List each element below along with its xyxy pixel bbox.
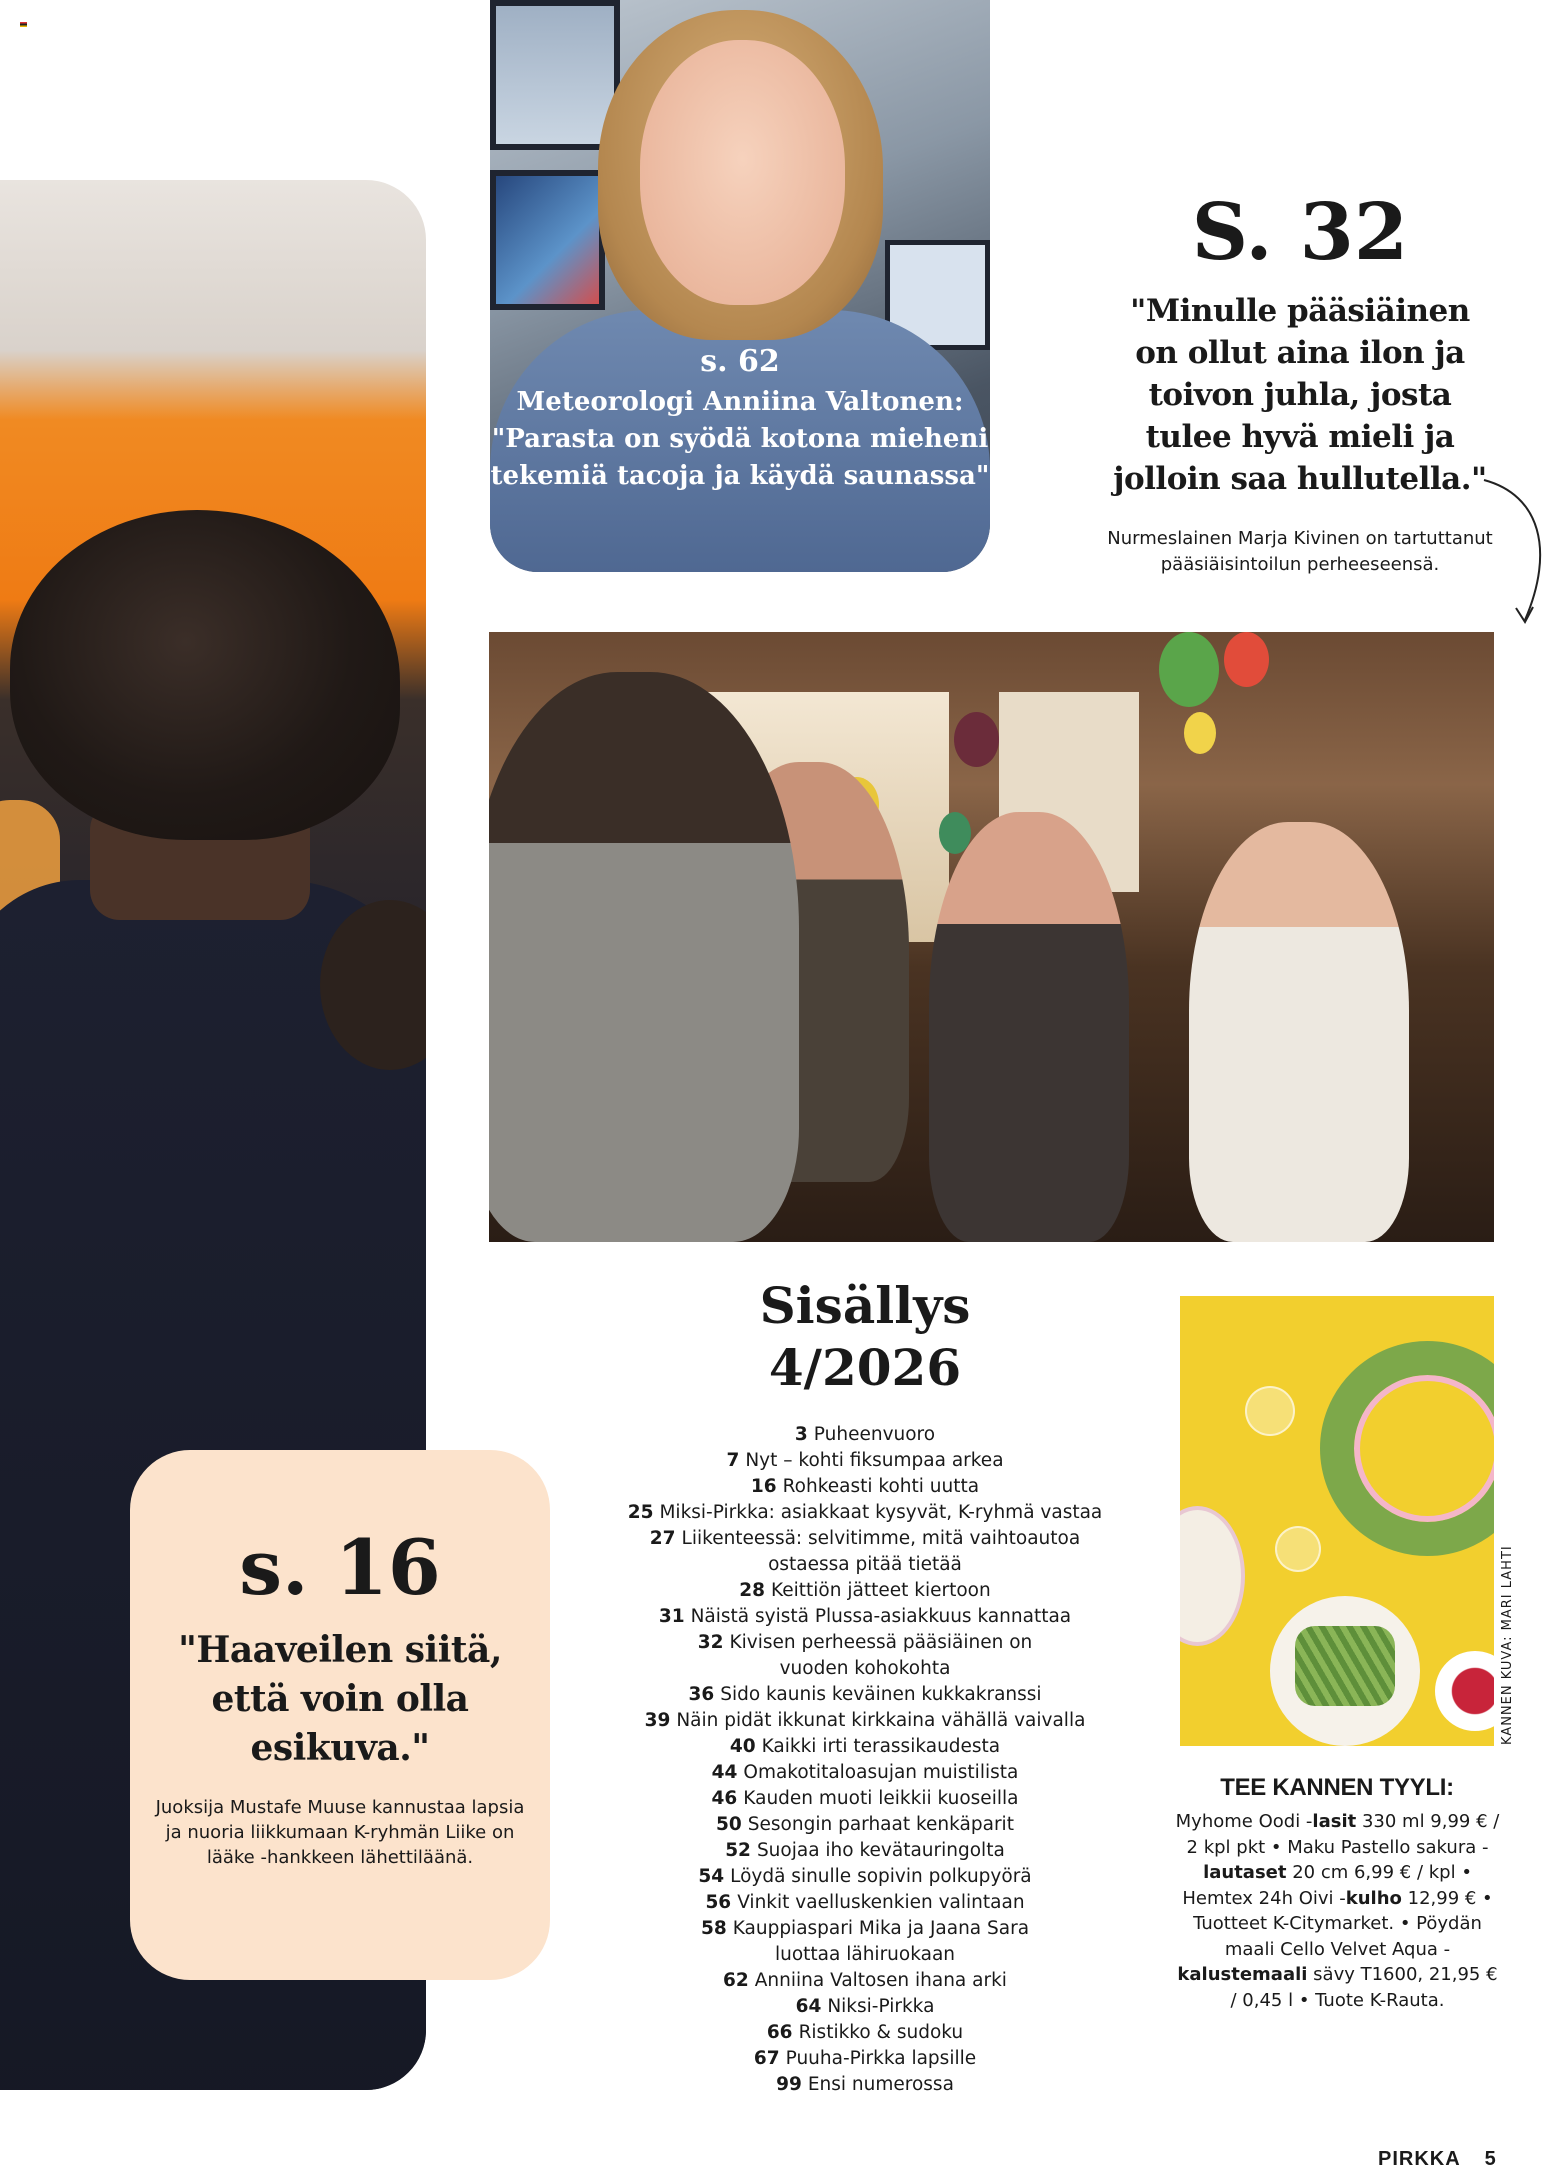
toc-item[interactable]: [595, 1812, 1135, 1838]
cover-style-heading: TEE KANNEN TYYLI:: [1220, 1774, 1454, 1801]
toc-item[interactable]: [595, 1474, 1135, 1500]
photo-asparagus: [1295, 1626, 1395, 1706]
toc-item-title: Näin pidät ikkunat kirkkaina vähällä vaivalla: [676, 1710, 1086, 1731]
toc-title-main: Sisällys: [759, 1276, 971, 1335]
photo-face: [640, 40, 845, 305]
toc-item[interactable]: [595, 1864, 1135, 1890]
photo-weather-map: [490, 170, 605, 310]
cover-photo-credit: KANNEN KUVA: MARI LAHTI: [1500, 1545, 1515, 1745]
toc-item-title: Vinkit vaelluskenkien valintaan: [737, 1892, 1025, 1913]
teaser-description: Juoksija Mustafe Muuse kannustaa lapsia ja nuoria liikkumaan K-ryhmän Liike on lääke -hankkeen lähettiläänä.: [155, 1797, 525, 1868]
caption-quote: Meteorologi Anniina Valtonen: "Parasta on syödä kotona mieheni tekemiä tacoja ja käydä saunassa": [490, 387, 990, 491]
toc-issue-number: 4/2026: [768, 1338, 962, 1397]
photo-plate: [1180, 1506, 1245, 1646]
photo-monitor: [490, 0, 620, 150]
toc-item[interactable]: [595, 1916, 1135, 1968]
cover-style-description: [1175, 1809, 1500, 2013]
toc-item-title: Keittiön jätteet kiertoon: [771, 1580, 991, 1601]
toc-item-title: Ensi numerossa: [807, 2074, 954, 2095]
toc-page-number: 46: [711, 1788, 738, 1809]
photo-person: [929, 812, 1129, 1242]
cover-desc-text: 20 cm 6,99 € / kpl • Hemtex 24h Oivi -: [1182, 1862, 1472, 1909]
balloon-icon: [1224, 632, 1269, 687]
page-reference[interactable]: s. 16: [239, 1523, 441, 1612]
toc-title: [660, 1275, 1070, 1399]
toc-item[interactable]: [595, 1708, 1135, 1734]
easter-party-photo: [489, 632, 1494, 1242]
toc-item[interactable]: [595, 1890, 1135, 1916]
page-footer: [1378, 2148, 1497, 2170]
toc-item[interactable]: [595, 1760, 1135, 1786]
toc-item-title: Sido kaunis keväinen kukkakranssi: [720, 1684, 1042, 1705]
toc-item-title: Suojaa iho kevätauringolta: [756, 1840, 1005, 1861]
toc-item-title: Ristikko & sudoku: [798, 2022, 964, 2043]
photo-head: [10, 510, 400, 840]
teaser-description: Nurmeslainen Marja Kivinen on tartuttanut pääsiäisintoilun perheeseensä.: [1107, 528, 1493, 575]
toc-page-number: 16: [750, 1476, 777, 1497]
corner-mark: [20, 22, 27, 27]
toc-item-title: Niksi-Pirkka: [827, 1996, 935, 2017]
toc-item[interactable]: [595, 1526, 1135, 1578]
toc-page-number: 36: [688, 1684, 715, 1705]
product-name: kulho: [1345, 1887, 1402, 1909]
toc-page-number: 31: [658, 1606, 685, 1627]
toc-item[interactable]: [595, 1786, 1135, 1812]
toc-item-title: Omakotitaloasujan muistilista: [743, 1762, 1019, 1783]
meteorologist-caption: [490, 340, 990, 495]
toc-page-number: 3: [794, 1424, 808, 1445]
toc-item[interactable]: [595, 1604, 1135, 1630]
toc-page-number: 40: [729, 1736, 756, 1757]
toc-item-title: Kivisen perheessä pääsiäinen on vuoden kohokohta: [729, 1632, 1033, 1679]
page-reference[interactable]: S. 32: [1191, 187, 1409, 278]
toc-page-number: 44: [711, 1762, 738, 1783]
toc-page-number: 67: [753, 2048, 780, 2069]
product-name: kalustemaali: [1177, 1964, 1308, 1985]
balloon-icon: [1159, 632, 1219, 707]
cover-desc-text: 330 ml 9,99 € / 2 kpl pkt • Maku Pastello sakura -: [1186, 1811, 1500, 1858]
toc-list: [595, 1422, 1135, 2098]
toc-page-number: 27: [649, 1528, 676, 1549]
toc-item[interactable]: [595, 1994, 1135, 2020]
toc-item[interactable]: [595, 1838, 1135, 1864]
product-name: lautaset: [1203, 1862, 1287, 1883]
toc-page-number: 52: [725, 1840, 751, 1861]
toc-item[interactable]: [595, 2072, 1135, 2098]
flower-wreath: [1320, 1341, 1494, 1556]
toc-page-number: 50: [716, 1814, 742, 1835]
toc-item[interactable]: [595, 1968, 1135, 1994]
toc-item[interactable]: [595, 1630, 1135, 1682]
toc-item[interactable]: [595, 1682, 1135, 1708]
toc-item-title: Kauden muoti leikkii kuoseilla: [743, 1788, 1019, 1809]
product-name: lasit: [1312, 1811, 1357, 1832]
toc-page-number: 25: [627, 1502, 654, 1523]
toc-item-title: Miksi-Pirkka: asiakkaat kysyvät, K-ryhmä vastaa: [659, 1502, 1103, 1523]
toc-page-number: 58: [700, 1918, 727, 1939]
toc-item-title: Nyt – kohti fiksumpaa arkea: [745, 1450, 1004, 1471]
toc-item-title: Rohkeasti kohti uutta: [782, 1476, 980, 1497]
toc-item-title: Näistä syistä Plussa-asiakkuus kannattaa: [690, 1606, 1072, 1627]
cover-photo: [1180, 1296, 1494, 1746]
page-reference[interactable]: s. 62: [700, 344, 780, 379]
toc-item-title: Anniina Valtosen ihana arki: [754, 1970, 1007, 1991]
toc-item-title: Sesongin parhaat kenkäparit: [747, 1814, 1014, 1835]
pull-quote: "Minulle pääsiäinen on ollut aina ilon ja toivon juhla, josta tulee hyvä mieli ja jolloin saa hullutella.": [1113, 293, 1487, 497]
toc-item[interactable]: [595, 1448, 1135, 1474]
page-number: 5: [1484, 2148, 1497, 2170]
toc-page-number: 64: [795, 1996, 822, 2017]
toc-page-number: 28: [739, 1580, 766, 1601]
photo-glass: [1245, 1386, 1295, 1436]
toc-page-number: 56: [705, 1892, 732, 1913]
toc-page-number: 62: [723, 1970, 749, 1991]
toc-item-title: Löydä sinulle sopivin polkupyörä: [730, 1866, 1032, 1887]
toc-page-number: 66: [766, 2022, 793, 2043]
curved-arrow-icon: [1480, 470, 1550, 630]
balloon-icon: [1184, 712, 1216, 754]
toc-page-number: 7: [726, 1450, 740, 1471]
toc-item-title: Kauppiaspari Mika ja Jaana Sara luottaa lähiruokaan: [732, 1918, 1030, 1965]
balloon-icon: [954, 712, 999, 767]
photo-berry-bowl: [1435, 1651, 1494, 1731]
photo-person: [489, 672, 799, 1242]
cover-desc-text: sävy T1600, 21,95 € / 0,45 l • Tuote K-Rauta.: [1230, 1964, 1498, 2011]
toc-page-number: 54: [698, 1866, 725, 1887]
toc-page-number: 99: [776, 2074, 802, 2095]
pull-quote: "Haaveilen siitä, että voin olla esikuva.": [178, 1629, 502, 1769]
toc-item[interactable]: [595, 1578, 1135, 1604]
toc-item-title: Kaikki irti terassikaudesta: [761, 1736, 1001, 1757]
cover-desc-text: 12,99 € • Tuotteet K-Citymarket. • Pöydän maali Cello Velvet Aqua -: [1193, 1887, 1493, 1960]
toc-item[interactable]: [595, 1422, 1135, 1448]
magazine-brand: PIRKKA: [1378, 2148, 1461, 2170]
toc-item[interactable]: [595, 1500, 1135, 1526]
toc-item[interactable]: [595, 1734, 1135, 1760]
toc-item-title: Puheenvuoro: [813, 1424, 936, 1445]
photo-glass: [1275, 1526, 1321, 1572]
photo-person: [1189, 822, 1409, 1242]
toc-item-title: Puuha-Pirkka lapsille: [785, 2048, 977, 2069]
toc-item[interactable]: [595, 2046, 1135, 2072]
toc-item[interactable]: [595, 2020, 1135, 2046]
toc-item-title: Liikenteessä: selvitimme, mitä vaihtoautoa ostaessa pitää tietää: [681, 1528, 1081, 1575]
toc-page-number: 39: [644, 1710, 671, 1731]
toc-page-number: 32: [697, 1632, 724, 1653]
cover-desc-text: Myhome Oodi -: [1175, 1811, 1313, 1832]
